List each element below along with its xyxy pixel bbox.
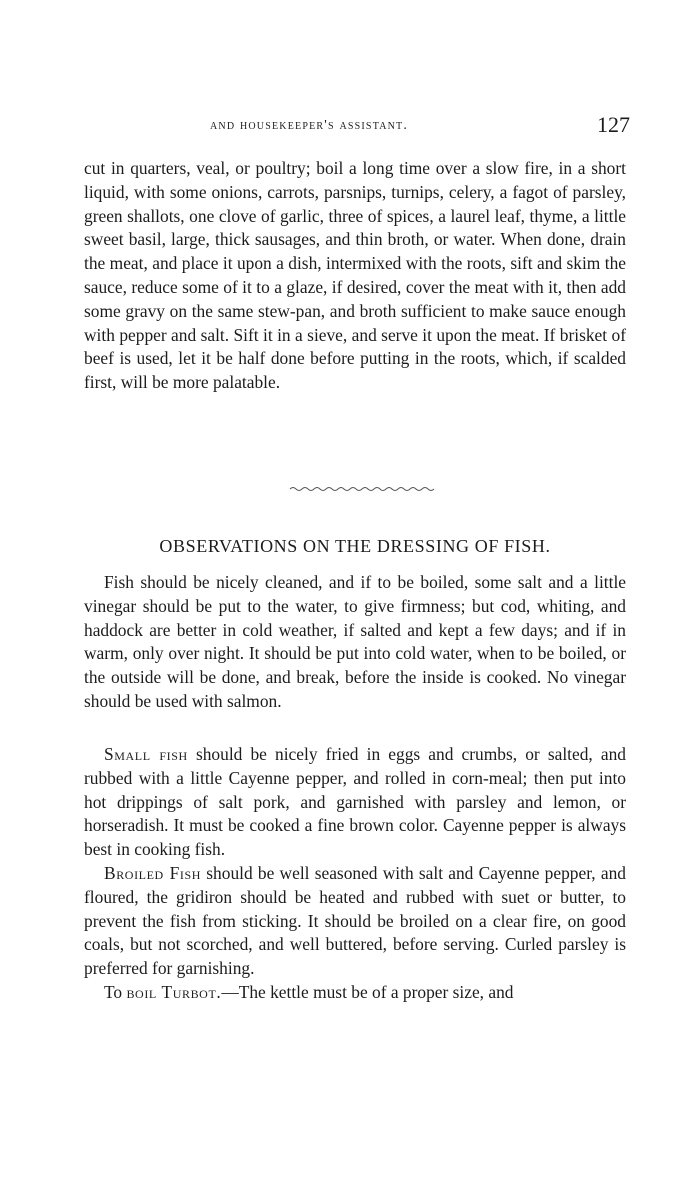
- page-number: 127: [597, 112, 630, 137]
- decorative-wavy-rule: [288, 484, 438, 494]
- paragraph-fish-intro: [84, 571, 626, 714]
- run-in-heading: Small fish: [104, 744, 188, 764]
- paragraph-group: [84, 743, 626, 1005]
- paragraph-continued: [84, 157, 626, 395]
- paragraph-text: should be nicely fried in eggs and crumbs, or salted, and rubbed with a little Cayenne pepper, and rolled in corn-meal; then put into hot drippings of salt pork, and garnished with parsley and lemon, or horseradish. It must be cooked a fine brown color. Cayenne pepper is always best in cooking fish.: [84, 744, 626, 860]
- paragraph-text: cut in quarters, veal, or poultry; boil a long time over a slow fire, in a short liquid, with some onions, carrots, parsnips, turnips, celery, a fagot of parsley, green shallots, one clove of garlic, three of spices, a laurel leaf, thyme, a little sweet basil, large, thick sausages, and thin broth, or water. When done, drain the meat, and place it upon a dish, intermixed with the roots, sift and skim the sauce, reduce some of it to a glaze, if desired, cover the meat with it, then add some gravy on the same stew-pan, and broth sufficient to make sauce enough with pepper and salt. Sift it in a sieve, and serve it upon the meat. If brisket of beef is used, let it be half done before putting in the roots, which, if scalded first, will be more palatable.: [84, 158, 626, 393]
- run-in-heading: Broiled Fish: [104, 862, 202, 883]
- paragraph-boil-turbot: [84, 981, 626, 1005]
- page-header: [80, 112, 630, 142]
- paragraph-text: —The kettle must be of a proper size, and: [221, 981, 514, 1002]
- running-head: and housekeeper's assistant.: [210, 118, 409, 133]
- run-in-prefix: To: [104, 981, 127, 1002]
- section-title: OBSERVATIONS ON THE DRESSING OF FISH.: [159, 536, 551, 556]
- paragraph-broiled-fish: [84, 862, 626, 981]
- paragraph-text: Fish should be nicely cleaned, and if to be boiled, some salt and a little vinegar should be put to the water, to give firmness; but cod, whiting, and haddock are better in cold weather, if salted and kept a few days; and if in warm, only over night. It should be put into cold water, when to be boiled, or the outside will be done, and break, before the inside is cooked. No vinegar should be used with salmon.: [84, 572, 626, 711]
- run-in-heading: boil Turbot.: [126, 981, 222, 1002]
- paragraph-small-fish: [84, 743, 626, 862]
- paragraph-text: should be well seasoned with salt and Cayenne pepper, and floured, the gridiron should be heated and rubbed with suet or butter, to prevent the fish from sticking. It should be broiled on a clear fire, on good coals, but not scorched, and well buttered, before serving. Curled parsley is preferred for garnishing.: [84, 862, 626, 979]
